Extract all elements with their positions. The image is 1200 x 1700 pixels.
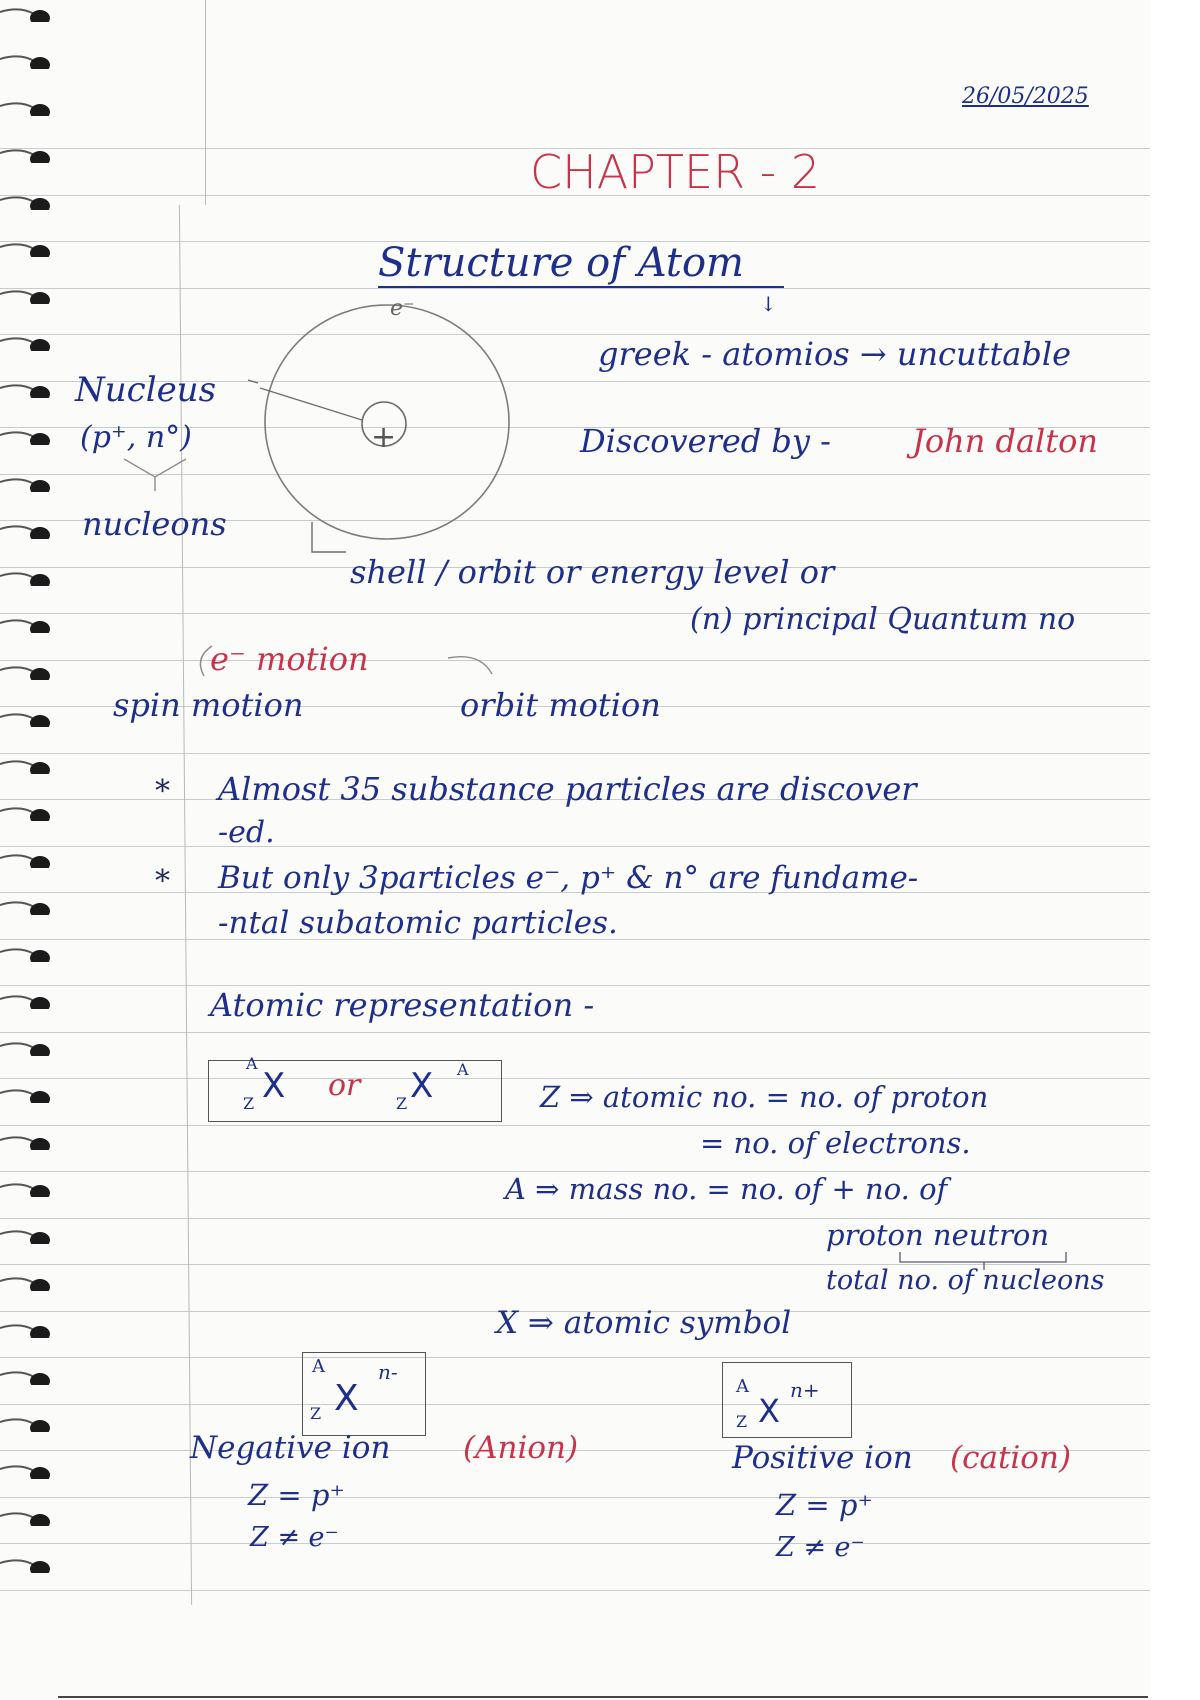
chapter-title: CHAPTER - 2 [530, 145, 821, 199]
main-title: Structure of Atom [378, 240, 784, 288]
spiral-ring [0, 523, 52, 539]
spiral-ring [0, 993, 52, 1009]
anion-mass: A [312, 1356, 325, 1377]
notation-1-atomic: Z [243, 1094, 255, 1113]
spiral-ring [0, 805, 52, 821]
anion-charge: n- [378, 1360, 398, 1384]
spiral-ring [0, 1228, 52, 1244]
ruled-line [0, 1032, 1150, 1033]
spiral-ring [0, 1275, 52, 1291]
spiral-ring [0, 664, 52, 680]
spiral-ring [0, 899, 52, 915]
notation-2-atomic: Z [396, 1094, 408, 1113]
spiral-ring [0, 1416, 52, 1432]
spiral-ring [0, 1322, 52, 1338]
spiral-ring [0, 147, 52, 163]
notation-2-mass: A [457, 1060, 469, 1079]
cation-atomic: Z [736, 1412, 748, 1431]
shell-line-1: shell / orbit or energy level or [350, 553, 835, 591]
date: 26/05/2025 [962, 84, 1089, 109]
margin-line [179, 205, 192, 1605]
ruled-line [0, 1543, 1150, 1544]
anion-equation-2: Z ≠ e⁻ [250, 1522, 339, 1553]
bullet-star-2: * [155, 864, 170, 899]
anion-atomic: Z [310, 1404, 322, 1423]
cation-symbol: X [758, 1392, 780, 1430]
spiral-ring [0, 711, 52, 727]
etymology-text: greek - atomios → uncuttable [598, 335, 1072, 373]
ruled-line [0, 288, 1150, 289]
spiral-ring [0, 1463, 52, 1479]
spiral-ring [0, 335, 52, 351]
spiral-ring [0, 1040, 52, 1056]
spiral-ring [0, 241, 52, 257]
anion-symbol: X [334, 1378, 359, 1419]
atom-diagram [200, 290, 540, 580]
z-definition-2: = no. of electrons. [700, 1126, 971, 1160]
bullet-2-line-2: -ntal subatomic particles. [218, 905, 618, 941]
notation-1-symbol: X [262, 1066, 286, 1106]
ruled-line [0, 753, 1150, 754]
nucleons-brace [120, 455, 190, 495]
spiral-ring [0, 852, 52, 868]
electron-label: e⁻ [390, 296, 415, 321]
ruled-line [0, 1078, 1150, 1079]
spiral-ring [0, 758, 52, 774]
z-definition-1: Z ⇒ atomic no. = no. of proton [540, 1080, 989, 1114]
motion-arrows [190, 640, 510, 690]
spiral-ring [0, 1510, 52, 1526]
cation-equation-1: Z = p⁺ [776, 1488, 873, 1522]
nucleons-label: nucleons [82, 505, 227, 543]
spiral-ring [0, 570, 52, 586]
bullet-star-1: * [155, 774, 170, 809]
bullet-1-line-1: Almost 35 substance particles are discover [218, 770, 917, 808]
cation-label: Positive ion [732, 1440, 913, 1476]
motion-heading: e⁻ motion [210, 640, 369, 678]
cation-mass: A [736, 1376, 749, 1397]
discovery-prefix: Discovered by - [580, 422, 831, 460]
spiral-ring [0, 476, 52, 492]
cation-word: (cation) [950, 1440, 1072, 1476]
ruled-line [0, 1404, 1150, 1405]
spiral-ring [0, 1134, 52, 1150]
shell-pointer [312, 522, 346, 552]
spiral-ring [0, 194, 52, 210]
anion-word: (Anion) [463, 1430, 579, 1466]
x-definition: X ⇒ atomic symbol [496, 1305, 792, 1341]
nucleus-label: Nucleus [75, 370, 217, 410]
ruled-line [0, 1357, 1150, 1358]
spiral-ring [0, 6, 52, 22]
spiral-ring [0, 617, 52, 633]
nucleus-particles: (p⁺, n°) [80, 420, 192, 455]
spiral-ring [0, 100, 52, 116]
down-arrow-icon: ↓ [760, 292, 777, 316]
nucleus-plus: + [371, 420, 397, 455]
notation-1-mass: A [246, 1054, 258, 1073]
notation-or: or [328, 1068, 361, 1103]
shell-line-2: (n) principal Quantum no [690, 602, 1076, 637]
spin-motion: spin motion [113, 686, 304, 724]
spiral-ring [0, 1181, 52, 1197]
orbit-motion: orbit motion [460, 686, 661, 724]
ruled-line [0, 1125, 1150, 1126]
discoverer-name: John dalton [912, 422, 1099, 460]
ruled-line [0, 846, 1150, 847]
page-edge-line [58, 1696, 1148, 1698]
spiral-ring [0, 946, 52, 962]
a-definition-2: proton neutron [826, 1218, 1050, 1252]
spiral-ring [0, 1087, 52, 1103]
representation-heading: Atomic representation - [210, 986, 595, 1024]
ruled-line [0, 1590, 1150, 1591]
margin-line-top [205, 0, 206, 205]
nucleus-pointer [260, 388, 362, 420]
anion-label: Negative ion [190, 1430, 391, 1466]
ruled-line [0, 1497, 1150, 1498]
bullet-2-line-1: But only 3particles e⁻, p⁺ & n° are fundame- [218, 860, 919, 896]
cation-equation-2: Z ≠ e⁻ [776, 1532, 865, 1563]
spiral-ring [0, 429, 52, 445]
spiral-ring [0, 288, 52, 304]
a-definition-1: A ⇒ mass no. = no. of + no. of [505, 1172, 948, 1206]
cation-charge: n+ [790, 1378, 820, 1402]
bullet-1-line-2: -ed. [218, 815, 275, 850]
a-definition-3: total no. of nucleons [826, 1265, 1105, 1296]
spiral-ring [0, 53, 52, 69]
pointer-tip [248, 380, 258, 383]
anion-equation-1: Z = p⁺ [248, 1478, 345, 1512]
notation-2-symbol: X [410, 1066, 434, 1106]
spiral-ring [0, 1557, 52, 1573]
spiral-ring [0, 1369, 52, 1385]
ruled-line [0, 660, 1150, 661]
spiral-ring [0, 382, 52, 398]
